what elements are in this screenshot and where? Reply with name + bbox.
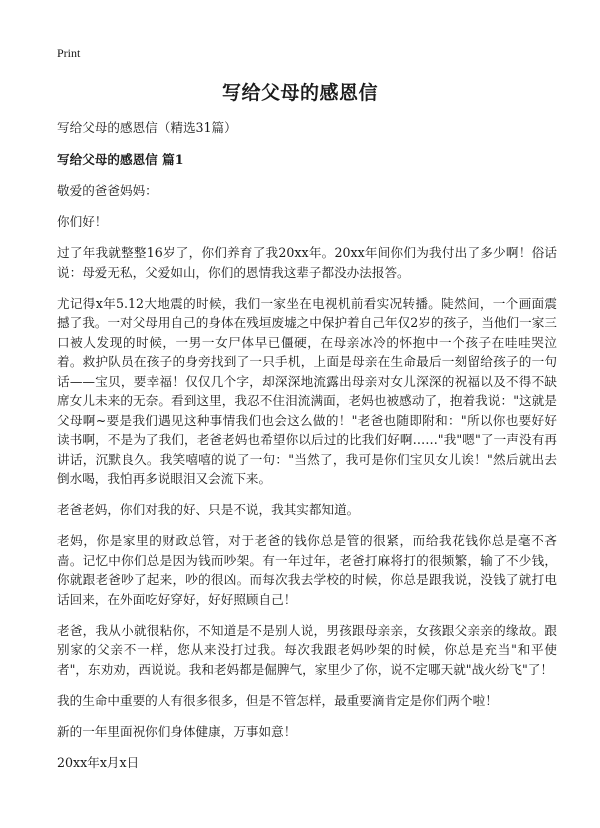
greeting: 你们好！ <box>57 214 108 229</box>
paragraph-father: 老爸，我从小就很粘你，不知道是不是别人说，男孩跟母亲亲，女孩跟父亲亲的缘故。跟别家的父亲不一样，您从来没打过我。每次我跟老妈吵架的时候，你总是充当"和平使者"，东劝劝，西说说。我和老妈都是倔脾气，家里少了你，说不定哪天就"战火纷飞"了！ <box>57 622 557 677</box>
letter-body <box>57 118 557 784</box>
paragraph-wishes: 新的一年里面祝你们身体健康，万事如意！ <box>57 723 297 739</box>
salutation: 敬爱的爸爸妈妈： <box>57 183 158 198</box>
document-subtitle: 写给父母的感恩信（精选31篇） <box>57 120 237 135</box>
letter-date: 20xx年x月x日 <box>57 754 140 770</box>
paragraph-earthquake: 尤记得x年5.12大地震的时候，我们一家坐在电视机前看实况转播。陡然间，一个画面震撼了我。一对父母用自己的身体在残垣废墟之中保护着自己年仅2岁的孩子，当他们一家三口被人发现的时候，一男一女尸体早已僵硬，在母亲冰冷的怀抱中一个孩子在哇哇哭泣着。救护队员在孩子的身旁找到了一只手机，上面是母亲在生命最后一刻留给孩子的一句话——宝贝，要幸福！仅仅几个字，却深深地流露出母亲对女儿深深的祝福以及不得不缺席女儿未来的无奈。看到这里，我忍不住泪流满面，老妈也被感动了，抱着我说："这就是父母啊~要是我们遇见这种事情我们也会这么做的！"老爸也随即附和："所以你也要好好读书啊，不是为了我们，老爸老妈也希望你以后过的比我们好啊……"我"嗯"了一声没有再讲话，沉默良久。我笑嘻嘻的说了一句："当然了，我可是你们宝贝女儿诶！"然后就出去倒水喝，我怕再多说眼泪又会流下来。 <box>57 295 557 486</box>
print-link[interactable]: Print <box>57 46 81 60</box>
section-heading: 写给父母的感恩信 篇1 <box>57 151 184 167</box>
paragraph-important: 我的生命中重要的人有很多很多，但是不管怎样，最重要滴肯定是你们两个啦！ <box>57 692 498 708</box>
paragraph-knowing: 老爸老妈，你们对我的好、只是不说，我其实都知道。 <box>57 502 360 517</box>
document-title: 写给父母的感恩信 <box>221 82 378 104</box>
paragraph-age: 过了年我就整整16岁了，你们养育了我20xx年。20xx年间你们为我付出了多少啊！俗话说：母爱无私，父爱如山，你们的恩情我这辈子都没办法报答。 <box>57 245 557 280</box>
paragraph-mother: 老妈，你是家里的财政总管，对于老爸的钱你总是管的很紧，而给我花钱你总是毫不吝啬。记忆中你们总是因为钱而吵架。有一年过年，老爸打麻将打的很频繁，输了不少钱，你就跟老爸吵了起来，吵的很凶。而每次我去学校的时候，你总是跟我说，没钱了就打电话回来，在外面吃好穿好，好好照顾自己！ <box>57 533 557 607</box>
